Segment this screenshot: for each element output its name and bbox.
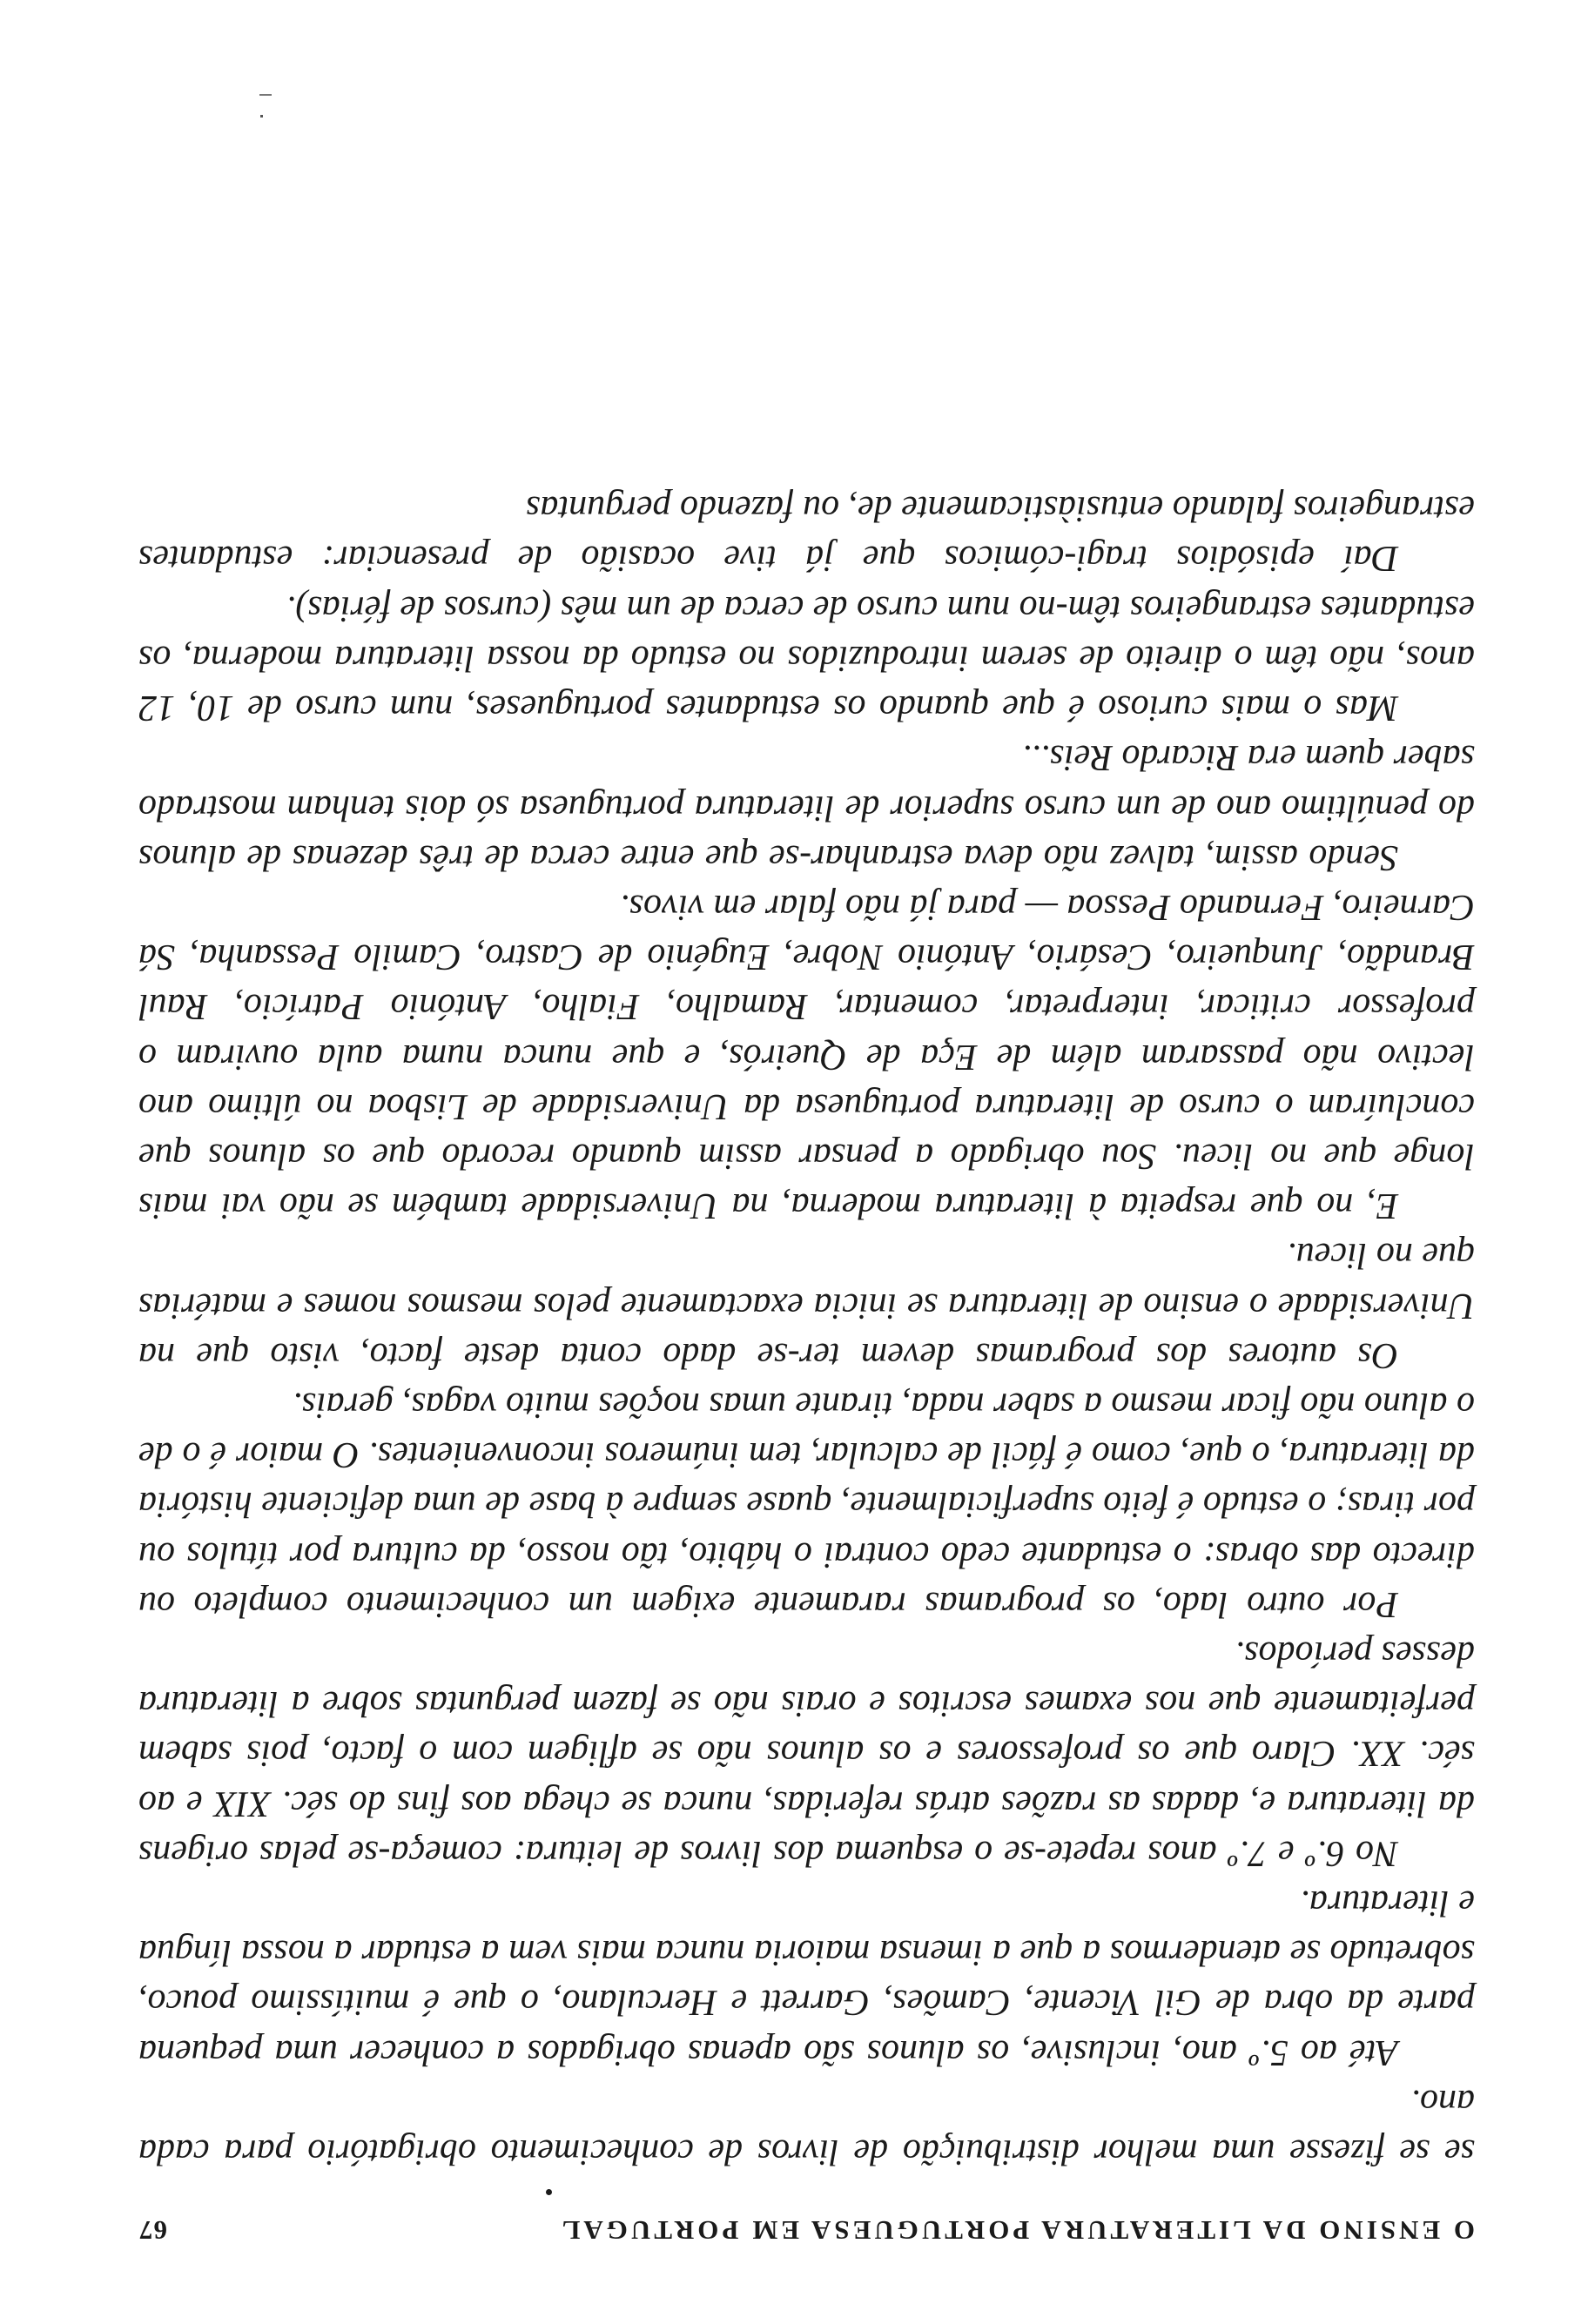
paragraph-8: Mas o mais curioso é que quando os estudantes portugueses, num curso de 10, 12 anos, não têm o direito de serem introduzidos no estudo da nossa literatura moderna, os estudantes estrangeiros têm-no num curso de cerca de um mês (cursos de férias). xyxy=(138,588,1475,729)
paragraph-7: Sendo assim, talvez não deva estranhar-se que entre cerca de três dezenas de alunos do penúltimo ano de um curso superior de literatura portuguesa só dois tenham mostrado saber quem era Ricardo Reis... xyxy=(138,737,1475,877)
paragraph-4: Por outro lado, os programas raramente exigem um conhecimento completo ou directo das obras: o estudante cedo contrai o hábito, tão nosso, da cultura por títulos ou por tiras; o estudo é feito superficialmente, quase sempre à base de uma deficiente história da literatura, o que, como é fácil de calcular, tem inúmeros inconvenientes. O maior é o de o aluno não ficar mesmo a saber nada, tirante umas noções muito vagas, gerais. xyxy=(138,1384,1475,1624)
running-header xyxy=(138,2214,1475,2246)
paragraph-3: No 6.º e 7.º anos repete-se o esquema dos livros de leitura: começa-se pelas origens da literatura e, dadas as razões atrás referidas, nunca se chega aos fins do séc. XIX e ao séc. XX. Claro que os professores e os alunos não se afligem com o facto, pois sabem perfeitamente que nos exames escritos e orais não se fazem perguntas sobre a literatura desses períodos. xyxy=(138,1633,1475,1873)
paragraph-5: Os autores dos programas devem ter-se dado conta deste facto, visto que na Universidade o ensino de literatura se inicia exactamente pelos mesmos nomes e matérias que no liceu. xyxy=(138,1235,1475,1375)
running-title: O ENSINO DA LITERATURA PORTUGUESA EM PORTUGAL xyxy=(558,2215,1475,2246)
ink-dot xyxy=(546,2189,552,2195)
paragraph-2: Até ao 5.º ano, inclusive, os alunos são apenas obrigados a conhecer uma pequena parte da obra de Gil Vicente, Camões, Garrett e Herculano, o que é muitíssimo pouco, sobretudo se atendermos a que a imensa maioria nunca mais vem a estudar a nossa língua e literatura. xyxy=(138,1882,1475,2072)
paragraph-1: se se fizesse uma melhor distribuição de livros de conhecimento obrigatório para cada ano. xyxy=(138,2081,1475,2172)
scan-speck xyxy=(260,115,263,118)
paragraph-9: Daí episódios tragi-cómicos que já tive ocasião de presenciar: estudantes estrangeiros falando entusiàsticamente de, ou fazendo perguntas xyxy=(138,488,1475,579)
page-number: 67 xyxy=(138,2215,167,2246)
scan-speck xyxy=(259,94,272,96)
body-text xyxy=(138,483,1475,2176)
paragraph-6: E, no que respeita à literatura moderna, na Universidade também se não vai mais longe que no liceu. Sou obrigado a pensar assim quando recordo que os alunos que concluíram o curso de literatura portuguesa da Universidade de Lisboa no último ano lectivo não passaram além de Eça de Queirós, e que nunca numa aula ouviram o professor criticar, interpretar, comentar, Ramalho, Fialho, António Patrício, Raul Brandão, Junqueiro, Cesário, António Nobre, Eugénio de Castro, Camilo Pessanha, Sá Carneiro, Fernando Pessoa — para já não falar em vivos. xyxy=(138,886,1475,1226)
